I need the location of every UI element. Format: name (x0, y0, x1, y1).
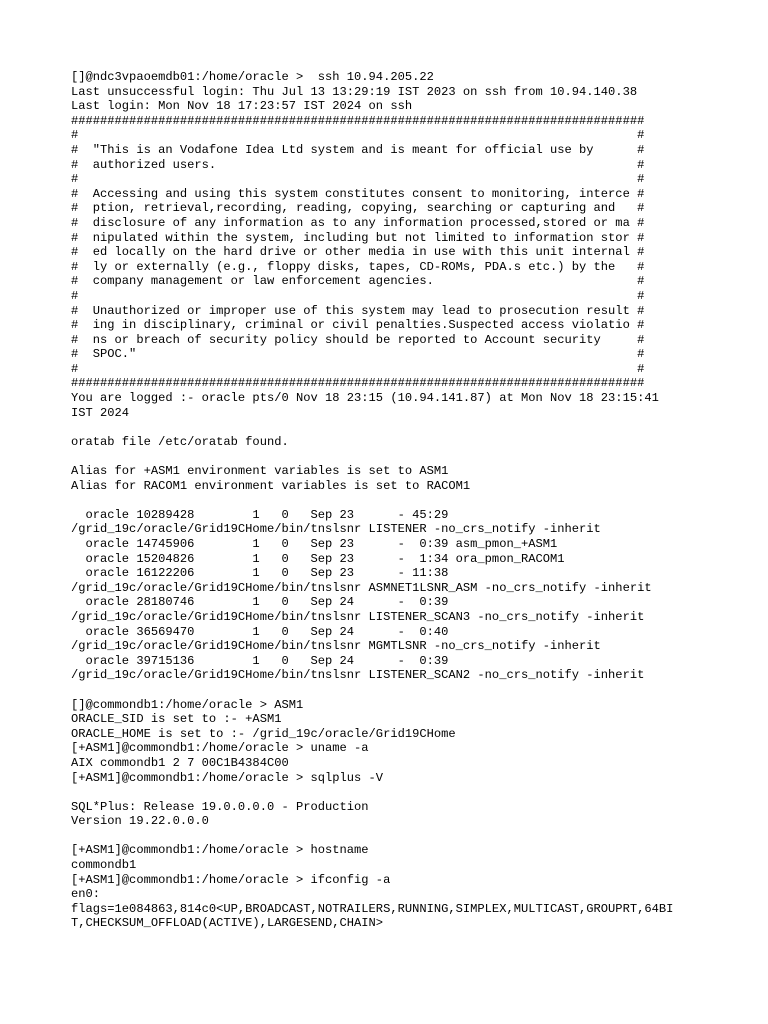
terminal-line: Version 19.22.0.0.0 (71, 814, 209, 829)
terminal-line: T,CHECKSUM_OFFLOAD(ACTIVE),LARGESEND,CHAIN> (71, 916, 384, 931)
terminal-line: /grid_19c/oracle/Grid19CHome/bin/tnslsnr MGMTLSNR -no_crs_notify -inherit (71, 639, 601, 654)
terminal-line: # ing in disciplinary, criminal or civil penalties.Suspected access violatio # (71, 318, 645, 333)
terminal-line: # ption, retrieval,recording, reading, copying, searching or capturing and # (71, 201, 645, 216)
terminal-line (71, 420, 751, 435)
terminal-line: # SPOC." # (71, 347, 645, 362)
terminal-line: oracle 39715136 1 0 Sep 24 - 0:39 (71, 653, 449, 668)
terminal-line: oracle 36569470 1 0 Sep 24 - 0:40 (71, 624, 449, 639)
terminal-line: # ly or externally (e.g., floppy disks, tapes, CD-ROMs, PDA.s etc.) by the # (71, 259, 645, 274)
terminal-line: /grid_19c/oracle/Grid19CHome/bin/tnslsnr LISTENER -no_crs_notify -inherit (71, 522, 601, 537)
terminal-line: oratab file /etc/oratab found. (71, 434, 289, 449)
terminal-line: # # (71, 361, 645, 376)
terminal-line (71, 683, 751, 698)
terminal-line: # "This is an Vodafone Idea Ltd system and is meant for official use by # (71, 142, 645, 157)
terminal-line: Last unsuccessful login: Thu Jul 13 13:29:19 IST 2023 on ssh from 10.94.140.38 (71, 84, 638, 99)
terminal-line: Last login: Mon Nov 18 17:23:57 IST 2024 on ssh (71, 99, 413, 114)
terminal-line: # # (71, 288, 645, 303)
terminal-line: oracle 15204826 1 0 Sep 23 - 1:34 ora_pmon_RACOM1 (71, 551, 565, 566)
terminal-line: # Accessing and using this system constitutes consent to monitoring, interce # (71, 186, 645, 201)
terminal-line (71, 493, 751, 508)
terminal-line: # # (71, 172, 645, 187)
terminal-line: []@ndc3vpaoemdb01:/home/oracle > ssh 10.94.205.22 (71, 70, 434, 84)
terminal-line: [+ASM1]@commondb1:/home/oracle > sqlplus -V (71, 770, 384, 785)
terminal-line: # # (71, 128, 645, 143)
terminal-line: ############################################################################### (71, 113, 645, 128)
terminal-line: You are logged :- oracle pts/0 Nov 18 23:15 (10.94.141.87) at Mon Nov 18 23:15:41 (71, 391, 659, 406)
terminal-line: /grid_19c/oracle/Grid19CHome/bin/tnslsnr LISTENER_SCAN2 -no_crs_notify -inherit (71, 668, 645, 683)
terminal-line (71, 449, 751, 464)
terminal-line: Alias for RACOM1 environment variables is set to RACOM1 (71, 478, 471, 493)
terminal-line: ############################################################################### (71, 376, 645, 391)
terminal-line: AIX commondb1 2 7 00C1B4384C00 (71, 755, 289, 770)
terminal-line: # company management or law enforcement agencies. # (71, 274, 645, 289)
terminal-line: oracle 14745906 1 0 Sep 23 - 0:39 asm_pmon_+ASM1 (71, 537, 558, 551)
terminal-line: []@commondb1:/home/oracle > ASM1 (71, 697, 304, 712)
terminal-line: /grid_19c/oracle/Grid19CHome/bin/tnslsnr ASMNET1LSNR_ASM -no_crs_notify -inherit (71, 580, 652, 595)
terminal-line: # ed locally on the hard drive or other media in use with this unit internal # (71, 245, 645, 260)
terminal-line: en0: (71, 887, 101, 902)
terminal-line: [+ASM1]@commondb1:/home/oracle > ifconfig -a (71, 872, 391, 887)
terminal-line: Alias for +ASM1 environment variables is set to ASM1 (71, 464, 449, 479)
terminal-line: [+ASM1]@commondb1:/home/oracle > uname -a (71, 741, 369, 756)
terminal-line: commondb1 (71, 858, 137, 873)
terminal-line: [+ASM1]@commondb1:/home/oracle > hostname (71, 843, 369, 858)
terminal-line: oracle 28180746 1 0 Sep 24 - 0:39 (71, 595, 449, 610)
terminal-line (71, 785, 751, 800)
terminal-line: # authorized users. # (71, 157, 645, 172)
terminal-line: SQL*Plus: Release 19.0.0.0.0 - Production (71, 799, 369, 814)
terminal-line: # nipulated within the system, including but not limited to information stor # (71, 230, 645, 245)
terminal-line: ORACLE_HOME is set to :- /grid_19c/oracle/Grid19CHome (71, 726, 456, 741)
terminal-line: # ns or breach of security policy should be reported to Account security # (71, 332, 645, 347)
terminal-line: # Unauthorized or improper use of this system may lead to prosecution result # (71, 303, 645, 318)
terminal-line: flags=1e084863,814c0<UP,BROADCAST,NOTRAILERS,RUNNING,SIMPLEX,MULTICAST,GROUPRT,64BI (71, 901, 674, 916)
terminal-output[interactable] (71, 70, 751, 931)
terminal-line: # disclosure of any information as to any information processed,stored or ma # (71, 215, 645, 230)
terminal-line: IST 2024 (71, 405, 130, 420)
terminal-line: oracle 16122206 1 0 Sep 23 - 11:38 (71, 566, 449, 581)
terminal-line: /grid_19c/oracle/Grid19CHome/bin/tnslsnr LISTENER_SCAN3 -no_crs_notify -inherit (71, 609, 645, 624)
terminal-line (71, 829, 751, 844)
terminal-line: ORACLE_SID is set to :- +ASM1 (71, 712, 282, 727)
terminal-line: oracle 10289428 1 0 Sep 23 - 45:29 (71, 507, 449, 522)
